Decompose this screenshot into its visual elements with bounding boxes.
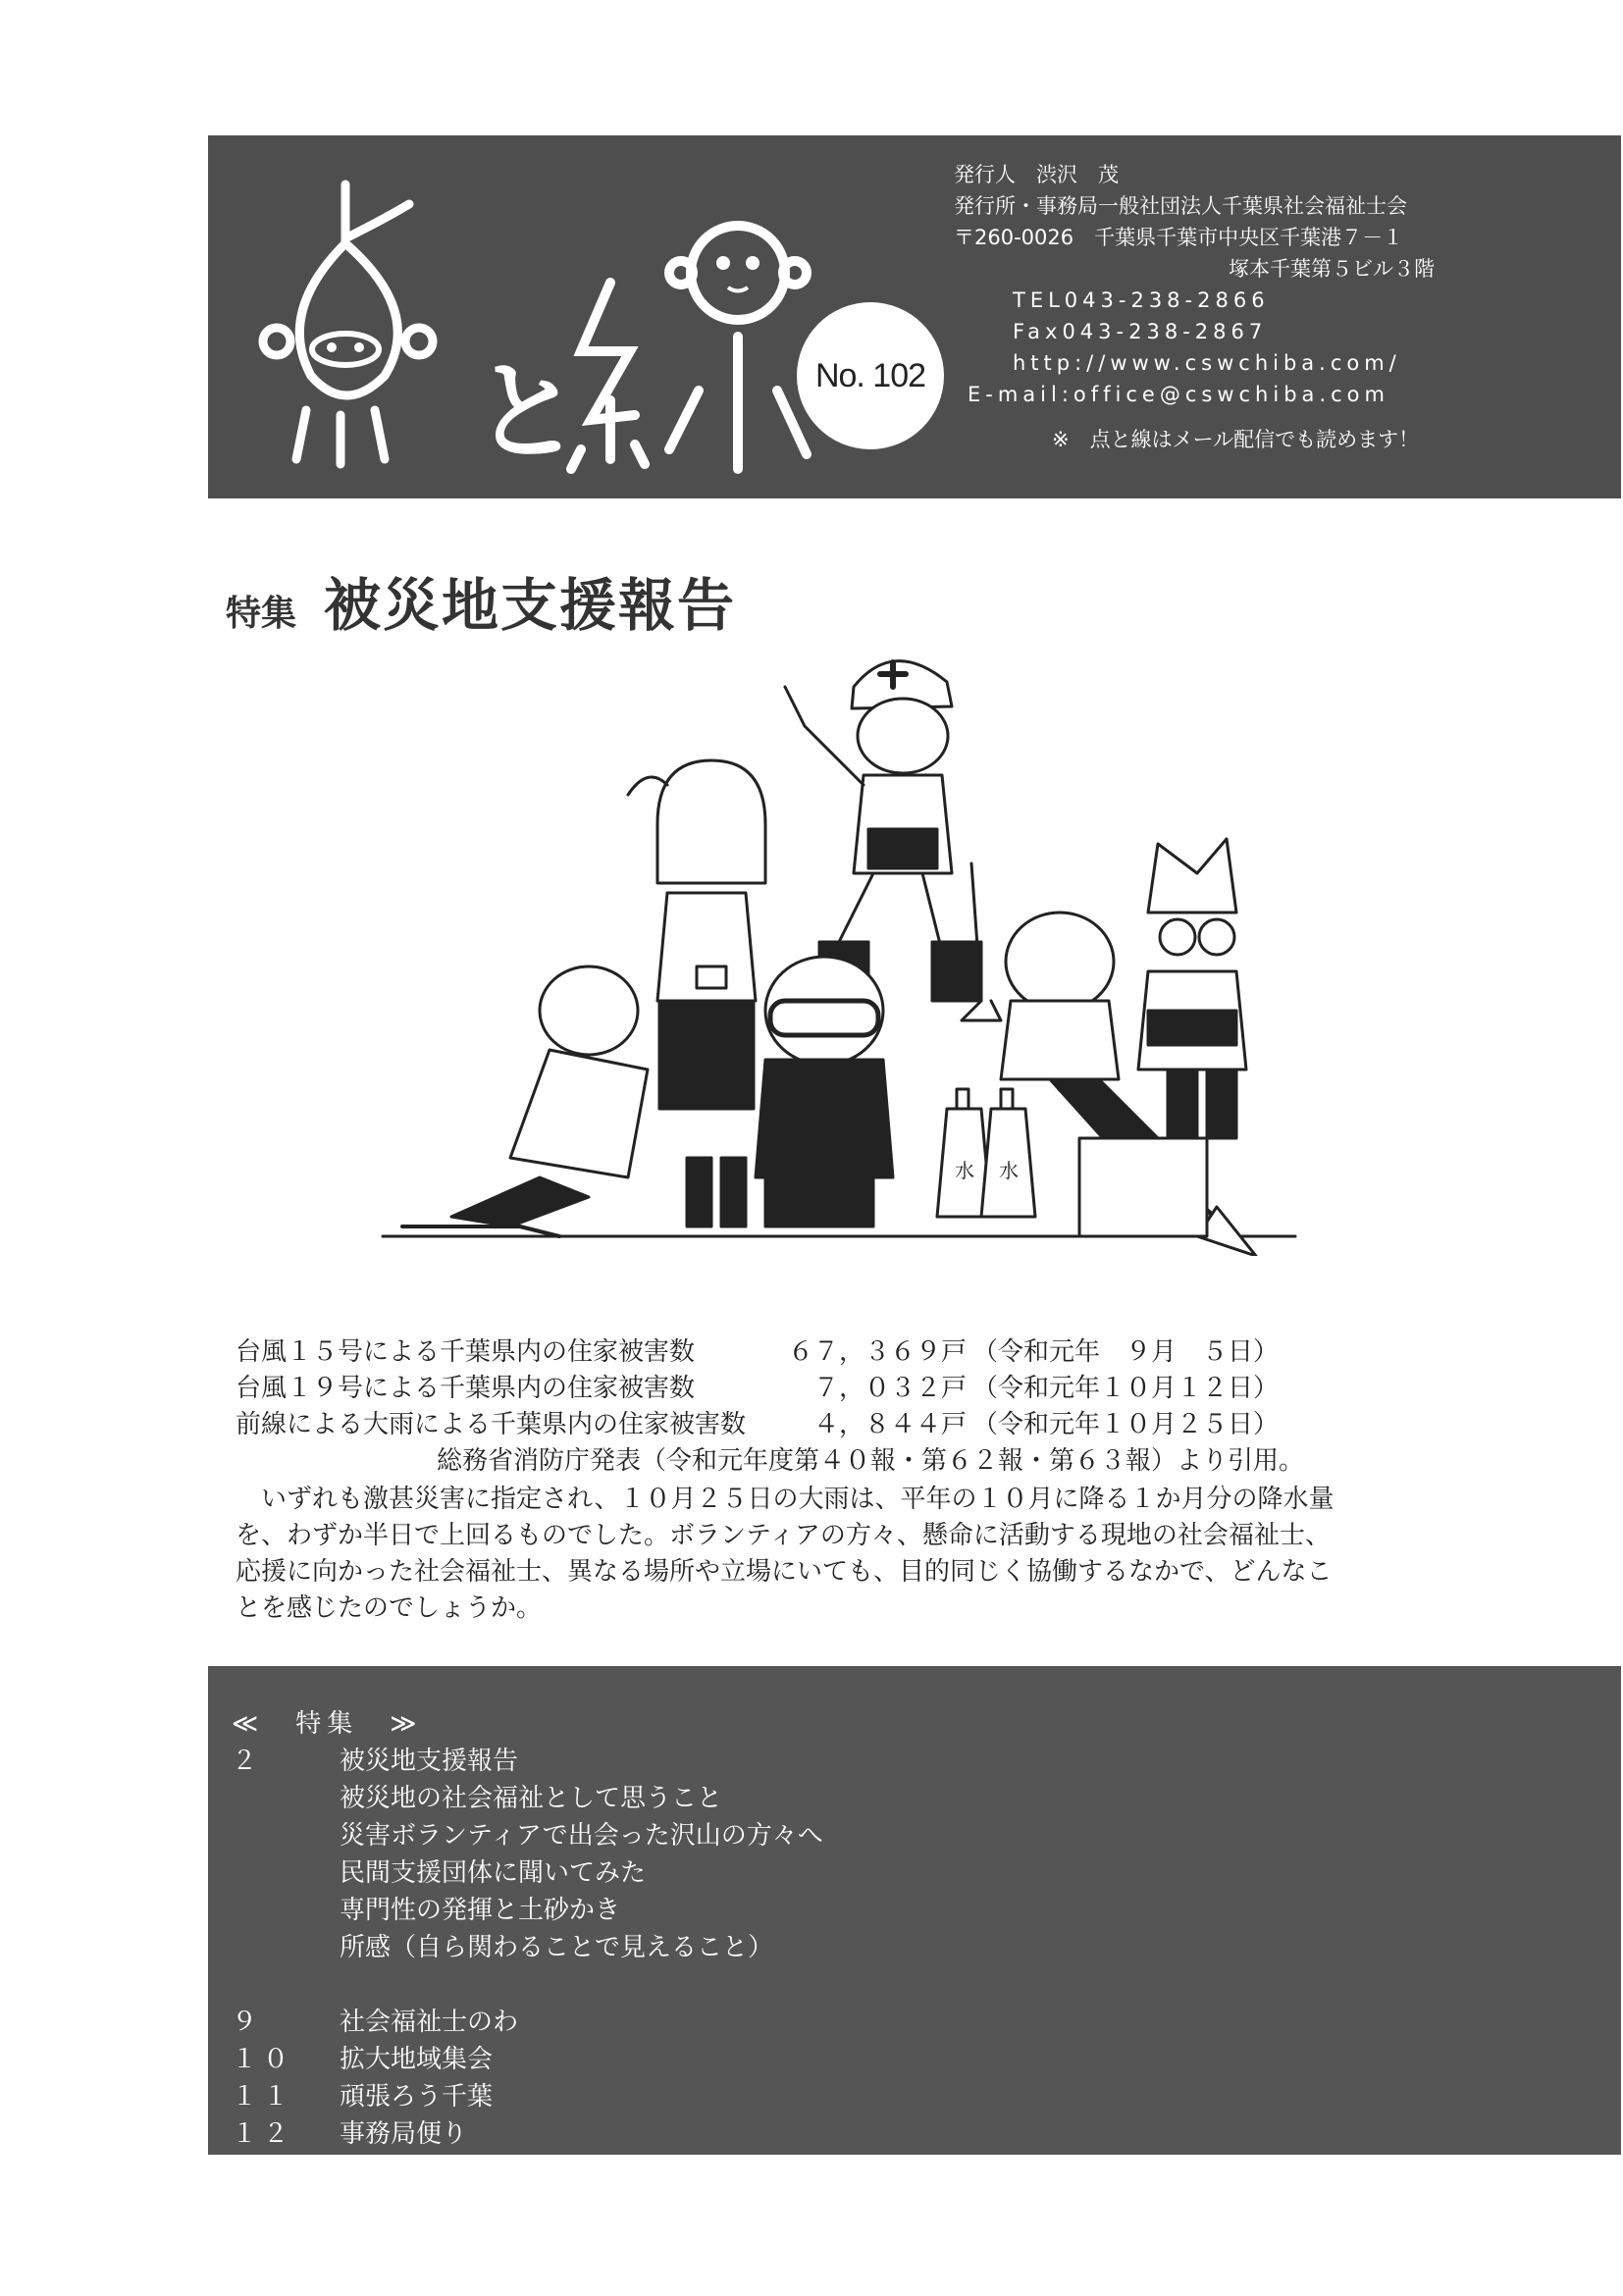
logo-mascot-drop bbox=[263, 184, 433, 464]
stat-row bbox=[236, 1407, 1413, 1443]
figure-girl bbox=[628, 760, 765, 1226]
toc-title: 社会福祉士のわ bbox=[340, 2008, 519, 2037]
toc-item[interactable]: 所感（自ら関わることで見えること） bbox=[340, 1933, 774, 1962]
stat-value: ４，８４４戸 bbox=[812, 1410, 967, 1439]
intro-paragraph: いずれも激甚災害に指定され、１０月２５日の大雨は、平年の１０月に降る１か月分の降水量を、わずか半日で上回るものでした。ボランティアの方々、懸命に活動する現地の社会福祉士、応援に向かった社会福祉士、異なる場所や立場にいても、目的同じく協働するなかで、どんなことを感じたのでしょうか。 bbox=[236, 1485, 1335, 1623]
figure-goggles-boy bbox=[756, 957, 893, 1226]
stat-label: 台風１９号による千葉県内の住家被害数 bbox=[236, 1374, 696, 1403]
water-bottles bbox=[937, 1089, 1035, 1217]
table-of-contents bbox=[208, 1666, 1621, 2155]
toc-item[interactable]: 専門性の発揮と土砂かき bbox=[340, 1896, 621, 1925]
toc-page-number: １２ bbox=[232, 2119, 295, 2149]
publisher: 発行人 渋沢 茂 bbox=[954, 163, 1119, 186]
address-line-2: 塚本千葉第５ビル３階 bbox=[1229, 257, 1435, 281]
stat-date: （令和元年１０月１２日） bbox=[972, 1374, 1280, 1403]
toc-title: 頑張ろう千葉 bbox=[340, 2082, 494, 2112]
toc-item[interactable] bbox=[232, 2078, 1621, 2115]
toc-title: 拡大地域集会 bbox=[340, 2045, 494, 2074]
feature-label: 特集 bbox=[226, 594, 297, 634]
stat-label: 台風１５号による千葉県内の住家被害数 bbox=[236, 1337, 696, 1367]
toc-page-number: １０ bbox=[232, 2045, 295, 2074]
stat-value: ７，０３２戸 bbox=[812, 1374, 967, 1403]
toc-spacer bbox=[232, 1966, 1621, 2004]
office: 発行所・事務局一般社団法人千葉県社会福祉士会 bbox=[954, 194, 1407, 218]
toc-item[interactable]: 被災地の社会福祉として思うこと bbox=[340, 1784, 723, 1813]
stat-date: （令和元年１０月２５日） bbox=[972, 1410, 1280, 1439]
stat-date: （令和元年 ９月 ５日） bbox=[972, 1337, 1280, 1367]
toc-item[interactable] bbox=[232, 2004, 1621, 2041]
source-citation: 総務省消防庁発表（令和元年度第４０報・第６２報・第６３報）より引用。 bbox=[437, 1446, 1305, 1476]
toc-page-number: ９ bbox=[232, 2008, 264, 2037]
bottle-label-2: 水 bbox=[999, 1159, 1019, 1182]
stat-label: 前線による大雨による千葉県内の住家被害数 bbox=[236, 1410, 747, 1439]
figure-reclining-boy bbox=[402, 966, 648, 1236]
stat-row bbox=[236, 1371, 1413, 1407]
toc-title: 事務局便り bbox=[340, 2119, 468, 2149]
crate bbox=[1079, 1138, 1207, 1236]
volunteers-illustration bbox=[373, 628, 1315, 1256]
masthead bbox=[208, 135, 1621, 498]
toc-item[interactable] bbox=[232, 2041, 1621, 2078]
website-url[interactable]: http://www.cswchiba.com/ bbox=[1013, 351, 1401, 375]
toc-item[interactable]: 災害ボランティアで出会った沢山の方々へ bbox=[340, 1821, 823, 1851]
damage-statistics bbox=[236, 1334, 1413, 1627]
toc-page-number: ２ bbox=[232, 1747, 264, 1776]
toc-page-number: １１ bbox=[232, 2082, 295, 2112]
issue-number: No. 102 bbox=[814, 356, 926, 394]
toc-item[interactable]: 民間支援団体に聞いてみた bbox=[340, 1858, 647, 1888]
fax: Fax043-238-2867 bbox=[1013, 320, 1268, 343]
stat-row bbox=[236, 1334, 1413, 1371]
toc-item[interactable] bbox=[232, 2115, 1621, 2153]
email[interactable]: E-mail:office@cswchiba.com bbox=[968, 383, 1389, 406]
stat-value: ６７，３６９戸 bbox=[787, 1337, 967, 1367]
logo-mascot-face bbox=[312, 334, 379, 365]
toc-item[interactable] bbox=[232, 1743, 1621, 1780]
logo-sen-face bbox=[716, 256, 759, 291]
address-line-1: 〒260-0026 千葉県千葉市中央区千葉港７－１ bbox=[954, 226, 1404, 249]
feature-title: 被災地支援報告 bbox=[324, 572, 737, 639]
toc-heading: ≪ 特集 ≫ bbox=[232, 1709, 423, 1739]
mail-delivery-note: ※ 点と線はメール配信でも読めます！ bbox=[1052, 428, 1420, 451]
bottle-label-1: 水 bbox=[955, 1159, 974, 1182]
toc-title: 被災地支援報告 bbox=[340, 1747, 519, 1776]
issue-number-badge bbox=[797, 302, 944, 449]
figure-hat-kid bbox=[1138, 839, 1246, 1138]
logo-char-sen bbox=[571, 226, 807, 469]
publisher-info bbox=[954, 159, 1621, 455]
logo-char-to: と bbox=[473, 349, 581, 475]
tel: TEL043-238-2866 bbox=[1013, 288, 1270, 312]
